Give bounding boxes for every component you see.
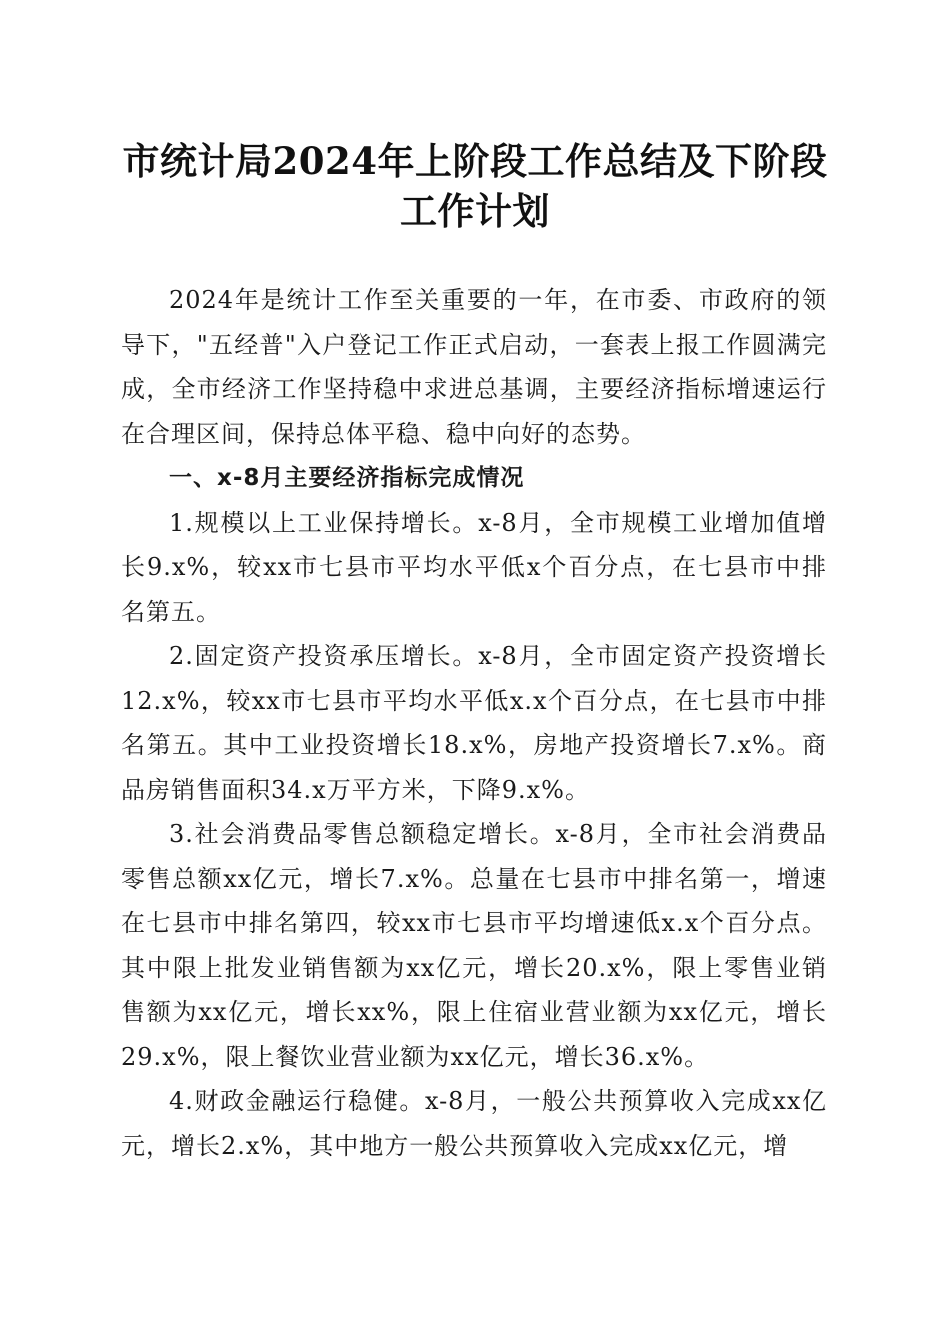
item-retail-paragraph: 3.社会消费品零售总额稳定增长。x-8月，全市社会消费品零售总额xx亿元，增长7.x%。总量在七县市中排名第一，增速在七县市中排名第四，较xx市七县市平均增速低x.x个百分点。其中限上批发业销售额为xx亿元，增长20.x%，限上零售业销售额为xx亿元，增长xx%，限上住宿业营业额为xx亿元，增长29.x%，限上餐饮业营业额为xx亿元，增长36.x%。 [121, 820, 827, 1071]
document-title: 市统计局2024年上阶段工作总结及下阶段工作计划 [122, 139, 828, 233]
item-investment-paragraph: 2.固定资产投资承压增长。x-8月，全市固定资产投资增长12.x%，较xx市七县市平均水平低x.x个百分点，在七县市中排名第五。其中工业投资增长18.x%，房地产投资增长7.x%。商品房销售面积34.x万平方米，下降9.x%。 [121, 642, 827, 804]
item-industry-paragraph: 1.规模以上工业保持增长。x-8月，全市规模工业增加值增长9.x%，较xx市七县市平均水平低x个百分点，在七县市中排名第五。 [121, 508, 827, 626]
section-heading: 一、x-8月主要经济指标完成情况 [169, 465, 525, 491]
item-finance-paragraph: 4.财政金融运行稳健。x-8月，一般公共预算收入完成xx亿元，增长2.x%，其中地方一般公共预算收入完成xx亿元，增 [121, 1087, 827, 1160]
intro-paragraph: 2024年是统计工作至关重要的一年，在市委、市政府的领导下，"五经普"入户登记工作正式启动，一套表上报工作圆满完成，全市经济工作坚持稳中求进总基调，主要经济指标增速运行在合理区间，保持总体平稳、稳中向好的态势。 [121, 286, 827, 448]
document-body [121, 278, 827, 1168]
